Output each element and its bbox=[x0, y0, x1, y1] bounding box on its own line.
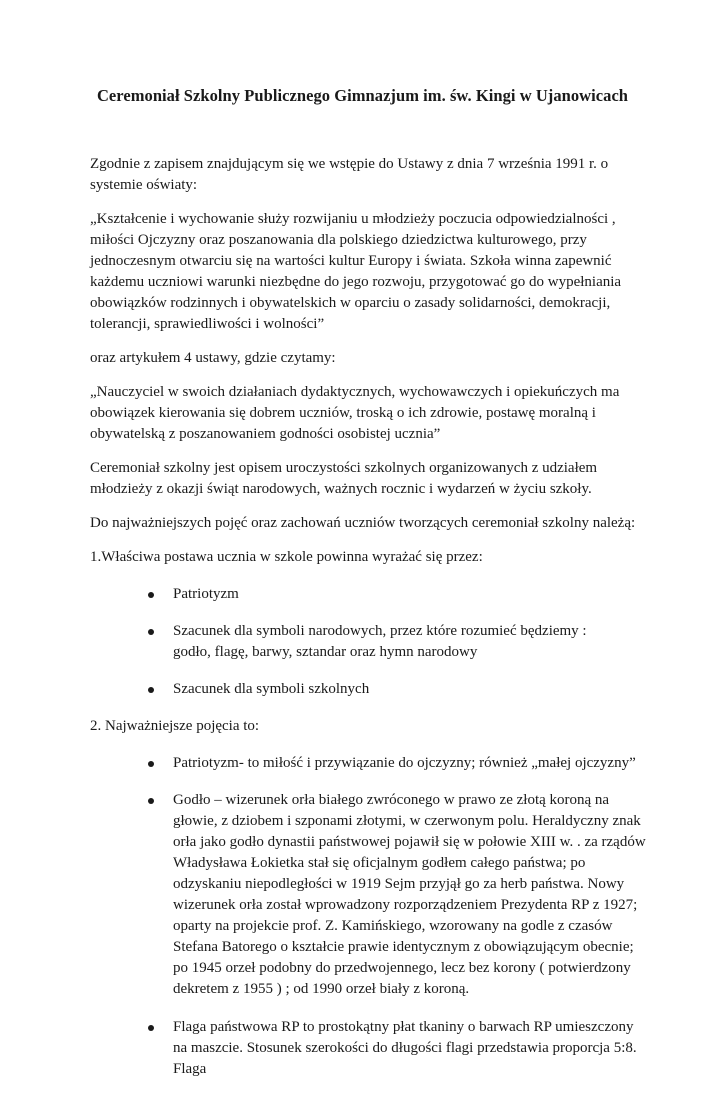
list-item-text: Patriotyzm- to miłość i przywiązanie do ojczyzny; również „małej ojczyzny” bbox=[173, 755, 636, 771]
list-item bbox=[90, 621, 650, 663]
section-1-list bbox=[90, 584, 650, 700]
concepts-intro-paragraph: Do najważniejszych pojęć oraz zachowań uczniów tworzących ceremoniał szkolny należą: bbox=[90, 515, 636, 531]
section-2-heading: 2. Najważniejsze pojęcia to: bbox=[90, 718, 260, 734]
article-intro-paragraph: oraz artykułem 4 ustawy, gdzie czytamy: bbox=[90, 350, 336, 366]
list-item bbox=[90, 753, 650, 774]
list-item-text: Patriotyzm bbox=[173, 586, 239, 602]
list-item bbox=[90, 790, 650, 1000]
bullet-icon bbox=[148, 687, 154, 693]
list-item-text: Szacunek dla symboli szkolnych bbox=[173, 681, 370, 697]
bullet-icon bbox=[148, 798, 154, 804]
document-title: Ceremoniał Szkolny Publicznego Gimnazjum im. św. Kingi w Ujanowicach bbox=[96, 86, 629, 105]
list-item bbox=[90, 1017, 650, 1080]
bullet-icon bbox=[148, 629, 154, 635]
list-item-text: Godło – wizerunek orła białego zwróconego w prawo ze złotą koroną na głowie, z dziobem i szponami złotymi, w czerwonym polu. Heraldyczny znak orła jako godło dynastii państwowej pojawił się w połowie XIII w. . za rządów Władysława Łokietka stał się oficjalnym godłem całego państwa; po odzyskaniu niepodległości w 1919 Sejm przyjął go za herb państwa. Nowy wizerunek orła został wprowadzony rozporządzeniem Prezydenta RP z 1927; oparty na projekcie prof. Z. Kamińskiego, wzorowany na godle z czasów Stefana Batorego o kształcie prawie identycznym z obowiązującym obecnie; po 1945 orzeł podobny do przedwojennego, lecz bez korony ( potwierdzony dekretem z 1955 ) ; od 1990 orzeł biały z koroną. bbox=[173, 792, 646, 997]
document-body bbox=[90, 154, 650, 1096]
section-1-heading: 1.Właściwa postawa ucznia w szkole powinna wyrażać się przez: bbox=[90, 549, 483, 565]
list-item-text-continuation: godło, flagę, barwy, sztandar oraz hymn narodowy bbox=[173, 644, 478, 660]
bullet-icon bbox=[148, 1025, 154, 1031]
bullet-icon bbox=[148, 761, 154, 767]
intro-paragraph: Zgodnie z zapisem znajdującym się we wstępie do Ustawy z dnia 7 września 1991 r. o systemie oświaty: bbox=[90, 156, 609, 193]
bullet-icon bbox=[148, 592, 154, 598]
list-item-text: Szacunek dla symboli narodowych, przez które rozumieć będziemy : bbox=[173, 623, 587, 639]
list-item bbox=[90, 584, 650, 605]
quote-paragraph-1: „Kształcenie i wychowanie służy rozwijaniu u młodzieży poczucia odpowiedzialności , miłości Ojczyzny oraz poszanowania dla polskiego dziedzictwa kulturowego, przy jednoczesnym otwarciu się na wartości kultur Europy i świata. Szkoła winna zapewnić każdemu uczniowi warunki niezbędne do jego rozwoju, przygotować go do wypełniania obowiązków rodzinnych i obywatelskich w oparciu o zasady solidarności, demokracji, tolerancji, sprawiedliwości i wolności” bbox=[90, 211, 622, 332]
section-2-list bbox=[90, 753, 650, 1080]
list-item bbox=[90, 679, 650, 700]
list-item-text: Flaga państwowa RP to prostokątny płat tkaniny o barwach RP umieszczony na maszcie. Stosunek szerokości do długości flagi przedstawia proporcja 5:8. Flaga bbox=[173, 1019, 637, 1077]
definition-paragraph: Ceremoniał szkolny jest opisem uroczystości szkolnych organizowanych z udziałem młodzieży z okazji świąt narodowych, ważnych rocznic i wydarzeń w życiu szkoły. bbox=[90, 460, 598, 497]
quote-paragraph-2: „Nauczyciel w swoich działaniach dydaktycznych, wychowawczych i opiekuńczych ma obowiązek kierowania się dobrem uczniów, troską o ich zdrowie, postawę moralną i obywatelską z poszanowaniem godności osobistej ucznia” bbox=[90, 384, 620, 442]
